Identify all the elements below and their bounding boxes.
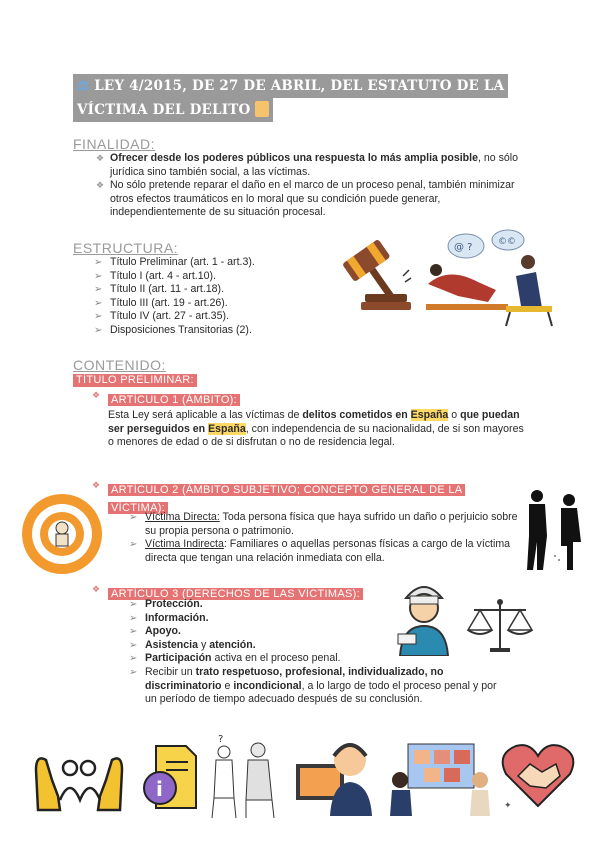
finalidad-heading: FINALIDAD: bbox=[73, 136, 156, 152]
list-item: ➢ Asistencia y atención. bbox=[129, 638, 256, 651]
injured-person-icon bbox=[392, 578, 456, 656]
finalidad-list bbox=[96, 152, 530, 220]
article-2-list bbox=[129, 511, 525, 565]
article-3: ❖ ARTÍCULO 3 (DERECHOS DE LAS VÍCTIMAS): bbox=[108, 584, 363, 602]
contenido-heading: CONTENIDO: bbox=[73, 357, 166, 373]
list-item: ➢ Título II (art. 11 - art.18). bbox=[94, 283, 225, 296]
list-item: ➢ Recibir un trato respetuoso, profesional, individualizado, no discriminatorio e incondicional, a lo largo de todo el proceso penal y por un período de tiempo adecuado después de su conclusión. bbox=[129, 665, 497, 706]
heart-handshake-icon bbox=[500, 740, 576, 810]
svg-text:@ ?: @ ? bbox=[454, 242, 473, 253]
svg-text:?: ? bbox=[218, 734, 224, 745]
video-conference-icon bbox=[388, 740, 492, 816]
therapy-session-icon bbox=[418, 226, 558, 330]
svg-text:i: i bbox=[156, 777, 163, 801]
list-item: ➢ Título I (art. 4 - art.10). bbox=[94, 269, 216, 282]
information-document-icon bbox=[142, 742, 198, 812]
titulo-preliminar-label: TÍTULO PRELIMINAR: bbox=[73, 374, 197, 387]
list-item: ❖ Ofrecer desde los poderes públicos una respuesta lo más amplia posible, no sólo jurídica sino también social, a las víctimas. bbox=[96, 152, 519, 178]
target-victim-icon bbox=[20, 492, 104, 576]
svg-text:✦: ✦ bbox=[504, 801, 512, 810]
list-item: ➢ Información. bbox=[129, 611, 209, 624]
list-item: ➢ Título III (art. 19 - art.26). bbox=[94, 296, 228, 309]
article-2: ❖ ARTÍCULO 2 (ÁMBITO SUBJETIVO; CONCEPTO GENERAL DE LA VÍCTIMA): bbox=[108, 480, 508, 516]
list-item: ❖ No sólo pretende reparar el daño en el marco de un proceso penal, también minimizar otros efectos traumáticos en lo moral que su condición puede generar, independientemente de su situación procesal. bbox=[96, 179, 515, 219]
estructura-list bbox=[94, 256, 330, 338]
scroll-icon bbox=[255, 101, 269, 117]
article-1-label: ARTÍCULO 1 (ÁMBITO): bbox=[108, 394, 240, 406]
article-3-label: ARTÍCULO 3 (DERECHOS DE LAS VÍCTIMAS): bbox=[108, 588, 363, 600]
call-center-icon bbox=[292, 734, 380, 816]
protecting-hands-icon bbox=[30, 740, 128, 814]
list-item: ➢ Disposiciones Transitorias (2). bbox=[94, 323, 252, 336]
list-item: ➢ Participación activa en el proceso penal. bbox=[129, 652, 341, 665]
article-2-label: ARTÍCULO 2 (ÁMBITO SUBJETIVO; CONCEPTO GENERAL DE LA bbox=[108, 484, 465, 496]
page-title: ⚖ LEY 4/2015, DE 27 DE ABRIL, DEL ESTATUTO DE LA VÍCTIMA DEL DELITO bbox=[73, 74, 508, 122]
article-1-text: Esta Ley será aplicable a las víctimas de delitos cometidos en España o que puedan ser perseguidos en España, con independencia de su nacionalidad, de si son mayores o menores de edad o de si disfrutan o no de residencia legal. bbox=[108, 409, 524, 449]
scales-icon: ⚖ bbox=[77, 78, 90, 94]
gavel-icon bbox=[325, 234, 417, 314]
couple-silhouette-icon bbox=[515, 486, 595, 570]
list-item: ➢ Título IV (art. 27 - art.35). bbox=[94, 310, 229, 323]
list-item: ➢ Título Preliminar (art. 1 - art.3). bbox=[94, 256, 255, 268]
justice-scales-icon bbox=[466, 596, 534, 654]
article-1: ❖ ARTÍCULO 1 (ÁMBITO): Esta Ley será aplicable a las víctimas de delitos cometidos en España o que puedan ser perseguidos en España, con independencia de su nacionalidad, de si son mayores o menores de edad o de si disfrutan o no de residencia legal. bbox=[108, 390, 528, 450]
list-item: ➢ Víctima Indirecta: Familiares o aquellas personas físicas a cargo de la víctima directa que tengan una relación inmediata con ella. bbox=[129, 538, 511, 564]
support-people-icon bbox=[206, 728, 284, 820]
list-item: ➢ Protección. bbox=[129, 598, 203, 610]
svg-text:©©: ©© bbox=[498, 237, 516, 247]
list-item: ➢ Apoyo. bbox=[129, 625, 181, 638]
list-item: ➢ Víctima Directa: Toda persona física que haya sufrido un daño o perjuicio sobre su propia persona o patrimonio. bbox=[129, 511, 518, 537]
estructura-heading: ESTRUCTURA: bbox=[73, 240, 179, 256]
